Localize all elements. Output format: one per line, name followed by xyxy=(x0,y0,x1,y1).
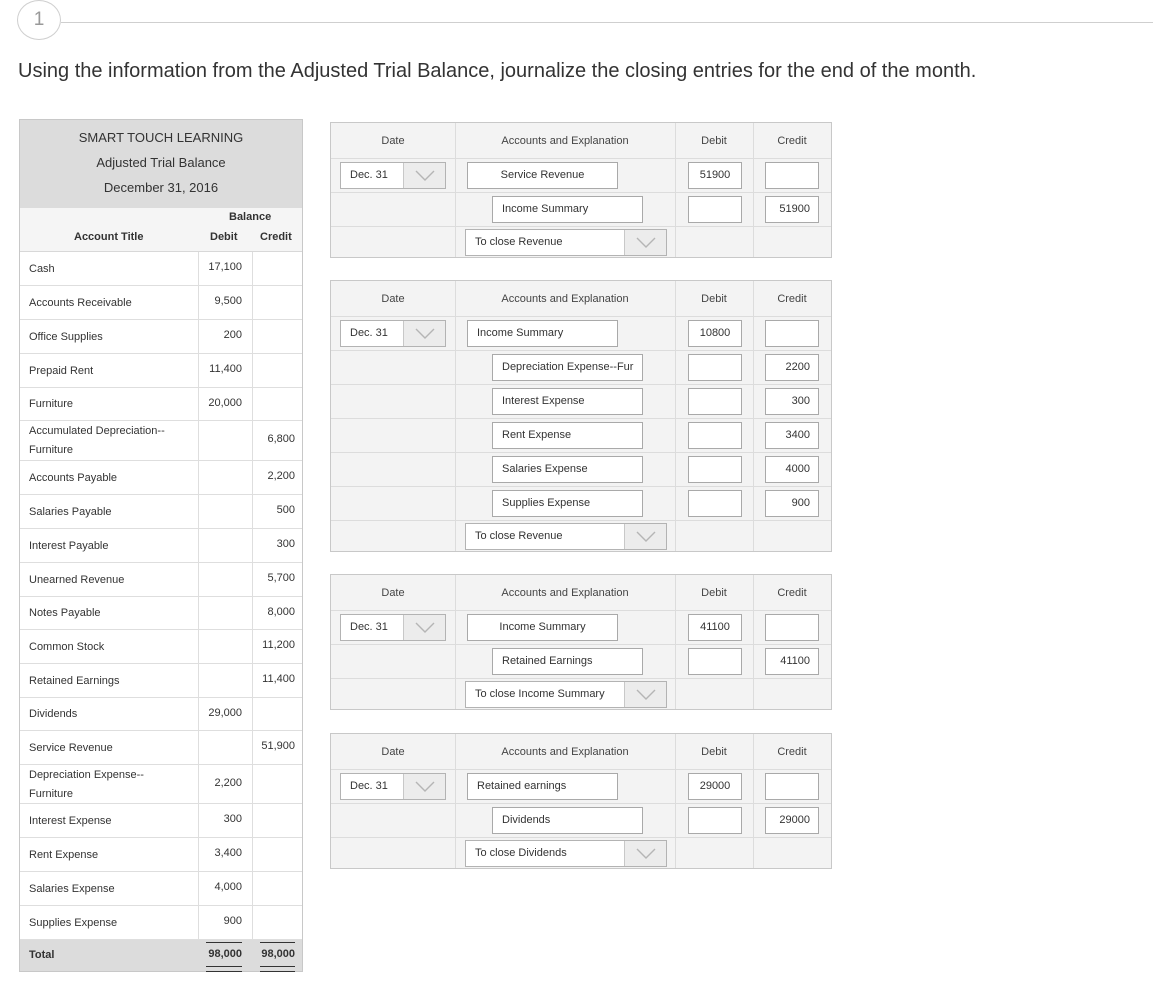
trial-balance-row xyxy=(20,563,302,597)
trial-balance-row xyxy=(20,804,302,838)
trial-balance-row xyxy=(20,872,302,906)
explanation-select-value: To close Revenue xyxy=(475,236,563,248)
total-debit: 98,000 xyxy=(208,948,242,960)
debit-header: Debit xyxy=(210,231,238,243)
credit-amount: 500 xyxy=(276,504,295,516)
credit-cell xyxy=(252,872,303,905)
question-prompt: Using the information from the Adjusted Trial Balance, journalize the closing entries for the end of the month. xyxy=(18,60,977,82)
date-select-value: Dec. 31 xyxy=(350,327,388,339)
chevron-down-icon[interactable] xyxy=(403,163,445,188)
account-title-line2: Furniture xyxy=(29,788,74,800)
credit-input[interactable]: 900 xyxy=(765,490,819,517)
debit-cell xyxy=(198,563,253,596)
trial-balance-row xyxy=(20,421,302,461)
column-divider xyxy=(753,123,754,257)
account-title: Interest Payable xyxy=(29,539,109,552)
debit-input[interactable]: 10800 xyxy=(688,320,742,347)
credit-cell xyxy=(252,838,303,871)
journal-entry-table xyxy=(330,574,832,710)
journal-header-row xyxy=(331,123,831,159)
debit-amount: 9,500 xyxy=(214,295,242,307)
question-number-badge: 1 xyxy=(17,0,61,40)
total-rule xyxy=(260,942,295,943)
credit-amount: 2,200 xyxy=(267,470,295,482)
debit-column-header: Debit xyxy=(701,293,727,305)
column-divider xyxy=(675,734,676,868)
column-divider xyxy=(675,123,676,257)
trial-balance-row xyxy=(20,495,302,529)
row-divider xyxy=(331,837,831,838)
debit-input[interactable]: 29000 xyxy=(688,773,742,800)
column-divider xyxy=(455,123,456,257)
total-credit: 98,000 xyxy=(261,948,295,960)
account-title: Common Stock xyxy=(29,640,105,653)
date-select-value: Dec. 31 xyxy=(350,780,388,792)
explanation-select-value: To close Dividends xyxy=(475,847,567,859)
account-input[interactable]: Service Revenue xyxy=(467,162,618,189)
explanation-select[interactable] xyxy=(465,523,667,550)
account-input[interactable]: Income Summary xyxy=(492,196,643,223)
account-title: Unearned Revenue xyxy=(29,573,125,586)
trial-balance-total-row xyxy=(20,940,302,971)
journal-entry-table xyxy=(330,280,832,552)
credit-amount: 300 xyxy=(276,538,295,550)
statement-title: Adjusted Trial Balance xyxy=(96,155,226,170)
credit-cell xyxy=(252,804,303,837)
double-underline xyxy=(260,966,295,972)
date-column-header: Date xyxy=(381,587,405,599)
trial-balance-row xyxy=(20,597,302,630)
trial-balance-row xyxy=(20,731,302,765)
date-select[interactable] xyxy=(340,773,446,800)
column-divider xyxy=(455,281,456,551)
debit-cell xyxy=(198,495,253,528)
chevron-down-icon[interactable] xyxy=(624,682,666,707)
credit-column-header: Credit xyxy=(777,135,807,147)
adjusted-trial-balance xyxy=(19,119,303,972)
account-title: Supplies Expense xyxy=(29,916,118,929)
row-divider xyxy=(331,678,831,679)
date-select[interactable] xyxy=(340,162,446,189)
credit-input[interactable]: 29000 xyxy=(765,807,819,834)
debit-cell xyxy=(198,664,253,697)
credit-cell xyxy=(252,906,303,939)
credit-input[interactable] xyxy=(765,162,819,189)
credit-header: Credit xyxy=(260,231,292,243)
trial-balance-row xyxy=(20,286,302,320)
credit-cell xyxy=(252,765,303,803)
total-rule xyxy=(206,942,242,943)
trial-balance-row xyxy=(20,320,302,354)
column-divider xyxy=(675,575,676,709)
debit-cell xyxy=(198,421,253,460)
row-divider xyxy=(331,486,831,487)
debit-amount: 4,000 xyxy=(214,881,242,893)
chevron-down-icon[interactable] xyxy=(624,230,666,255)
credit-input[interactable]: 51900 xyxy=(765,196,819,223)
row-divider xyxy=(331,418,831,419)
credit-cell xyxy=(252,388,303,420)
debit-cell xyxy=(198,630,253,663)
credit-cell xyxy=(252,252,303,285)
trial-balance-row xyxy=(20,838,302,872)
debit-amount: 11,400 xyxy=(209,363,242,375)
trial-balance-row xyxy=(20,252,302,286)
column-divider xyxy=(753,575,754,709)
account-input[interactable]: Dividends xyxy=(492,807,643,834)
account-title-line1: Accumulated Depreciation-- xyxy=(29,425,165,437)
column-divider xyxy=(455,575,456,709)
accounts-column-header: Accounts and Explanation xyxy=(501,293,629,305)
credit-input[interactable]: 41100 xyxy=(765,648,819,675)
credit-input[interactable]: 4000 xyxy=(765,456,819,483)
column-divider xyxy=(753,281,754,551)
debit-input[interactable] xyxy=(688,490,742,517)
account-title: Retained Earnings xyxy=(29,674,120,687)
account-title: Office Supplies xyxy=(29,330,103,343)
question-divider xyxy=(61,22,1153,23)
journal-entry-table xyxy=(330,122,832,258)
accounts-column-header: Accounts and Explanation xyxy=(501,746,629,758)
debit-cell xyxy=(198,461,253,494)
debit-input[interactable] xyxy=(688,354,742,381)
trial-balance-row xyxy=(20,698,302,731)
debit-amount: 2,200 xyxy=(214,776,242,789)
credit-column-header: Credit xyxy=(777,587,807,599)
credit-input[interactable] xyxy=(765,773,819,800)
trial-balance-row xyxy=(20,664,302,698)
account-title xyxy=(29,766,144,804)
debit-input[interactable] xyxy=(688,388,742,415)
credit-input[interactable] xyxy=(765,320,819,347)
account-input[interactable]: Rent Expense xyxy=(492,422,643,449)
credit-amount: 51,900 xyxy=(261,740,295,752)
trial-balance-row xyxy=(20,388,302,421)
trial-balance-row xyxy=(20,630,302,664)
account-title: Rent Expense xyxy=(29,848,99,861)
debit-amount: 200 xyxy=(223,329,242,341)
balance-group-header: Balance xyxy=(229,211,272,223)
date-select[interactable] xyxy=(340,320,446,347)
credit-amount: 11,200 xyxy=(262,639,295,651)
account-title: Notes Payable xyxy=(29,607,101,619)
trial-balance-row xyxy=(20,461,302,495)
debit-amount: 17,100 xyxy=(208,261,242,273)
trial-balance-row xyxy=(20,529,302,563)
accounts-column-header: Accounts and Explanation xyxy=(501,587,629,599)
total-label: Total xyxy=(29,949,55,961)
account-input[interactable]: Retained Earnings xyxy=(492,648,643,675)
debit-input[interactable] xyxy=(688,648,742,675)
account-title: Service Revenue xyxy=(29,741,113,754)
date-column-header: Date xyxy=(381,746,405,758)
date-select[interactable] xyxy=(340,614,446,641)
trial-balance-row xyxy=(20,765,302,804)
account-input[interactable]: Salaries Expense xyxy=(492,456,643,483)
credit-amount: 8,000 xyxy=(267,605,295,618)
credit-amount: 5,700 xyxy=(267,572,295,584)
trial-balance-header xyxy=(20,120,302,208)
account-title: Dividends xyxy=(29,708,78,720)
row-divider xyxy=(331,803,831,804)
account-input[interactable]: Supplies Expense xyxy=(492,490,643,517)
account-title: Accounts Receivable xyxy=(29,296,132,309)
trial-balance-row xyxy=(20,354,302,388)
date-select-value: Dec. 31 xyxy=(350,169,388,181)
account-title: Salaries Expense xyxy=(29,882,115,895)
account-input[interactable]: Depreciation Expense--Fur xyxy=(492,354,643,381)
journal-header-row xyxy=(331,281,831,317)
explanation-select[interactable] xyxy=(465,681,667,708)
debit-amount: 29,000 xyxy=(208,706,242,719)
account-title: Prepaid Rent xyxy=(29,364,94,377)
account-title: Furniture xyxy=(29,398,74,410)
account-title: Interest Expense xyxy=(29,814,112,827)
debit-input[interactable] xyxy=(688,456,742,483)
trial-balance-column-headers xyxy=(20,208,302,252)
chevron-down-icon[interactable] xyxy=(624,524,666,549)
debit-input[interactable]: 41100 xyxy=(688,614,742,641)
date-column-header: Date xyxy=(381,293,405,305)
debit-column-header: Debit xyxy=(701,587,727,599)
column-divider xyxy=(753,734,754,868)
credit-amount: 6,800 xyxy=(267,433,295,445)
journal-header-row xyxy=(331,734,831,770)
accounts-column-header: Accounts and Explanation xyxy=(501,135,629,147)
account-input[interactable]: Income Summary xyxy=(467,614,618,641)
row-divider xyxy=(331,452,831,453)
debit-cell xyxy=(198,731,253,764)
debit-input[interactable] xyxy=(688,196,742,223)
debit-input[interactable]: 51900 xyxy=(688,162,742,189)
journal-header-row xyxy=(331,575,831,611)
column-divider xyxy=(455,734,456,868)
debit-amount: 3,400 xyxy=(214,847,242,859)
company-name: SMART TOUCH LEARNING xyxy=(78,130,244,145)
date-column-header: Date xyxy=(381,135,405,147)
account-title: Cash xyxy=(29,262,55,275)
chevron-down-icon[interactable] xyxy=(403,774,445,799)
explanation-select-value: To close Income Summary xyxy=(475,688,605,700)
account-title xyxy=(29,422,165,460)
debit-cell xyxy=(198,597,253,629)
credit-cell xyxy=(252,286,303,319)
credit-cell xyxy=(252,320,303,353)
row-divider xyxy=(331,384,831,385)
credit-amount: 11,400 xyxy=(262,673,295,685)
row-divider xyxy=(331,350,831,351)
account-title-header: Account Title xyxy=(74,231,144,243)
account-input[interactable]: Income Summary xyxy=(467,320,618,347)
debit-amount: 20,000 xyxy=(208,396,242,409)
credit-cell xyxy=(252,354,303,387)
credit-column-header: Credit xyxy=(777,746,807,758)
debit-column-header: Debit xyxy=(701,746,727,758)
debit-input[interactable] xyxy=(688,422,742,449)
statement-date: December 31, 2016 xyxy=(103,180,219,195)
explanation-select[interactable] xyxy=(465,840,667,867)
explanation-select[interactable] xyxy=(465,229,667,256)
date-select-value: Dec. 31 xyxy=(350,621,388,633)
row-divider xyxy=(331,644,831,645)
column-divider xyxy=(675,281,676,551)
explanation-select-value: To close Revenue xyxy=(475,530,563,542)
chevron-down-icon[interactable] xyxy=(403,615,445,640)
credit-cell xyxy=(252,698,303,730)
journal-entry-table xyxy=(330,733,832,869)
credit-input[interactable]: 300 xyxy=(765,388,819,415)
credit-input[interactable] xyxy=(765,614,819,641)
account-title-line1: Depreciation Expense-- xyxy=(29,769,144,781)
chevron-down-icon[interactable] xyxy=(403,321,445,346)
double-underline xyxy=(206,966,242,972)
account-title-line2: Furniture xyxy=(29,444,74,456)
row-divider xyxy=(331,520,831,521)
trial-balance-row xyxy=(20,906,302,940)
debit-column-header: Debit xyxy=(701,135,727,147)
account-title: Accounts Payable xyxy=(29,471,118,484)
row-divider xyxy=(331,192,831,193)
credit-input[interactable]: 2200 xyxy=(765,354,819,381)
debit-cell xyxy=(198,529,253,562)
debit-amount: 300 xyxy=(223,813,242,825)
account-title: Salaries Payable xyxy=(29,505,112,518)
credit-column-header: Credit xyxy=(777,293,807,305)
account-input[interactable]: Interest Expense xyxy=(492,388,643,415)
row-divider xyxy=(331,226,831,227)
credit-input[interactable]: 3400 xyxy=(765,422,819,449)
account-input[interactable]: Retained earnings xyxy=(467,773,618,800)
debit-input[interactable] xyxy=(688,807,742,834)
debit-amount: 900 xyxy=(223,915,242,927)
chevron-down-icon[interactable] xyxy=(624,841,666,866)
